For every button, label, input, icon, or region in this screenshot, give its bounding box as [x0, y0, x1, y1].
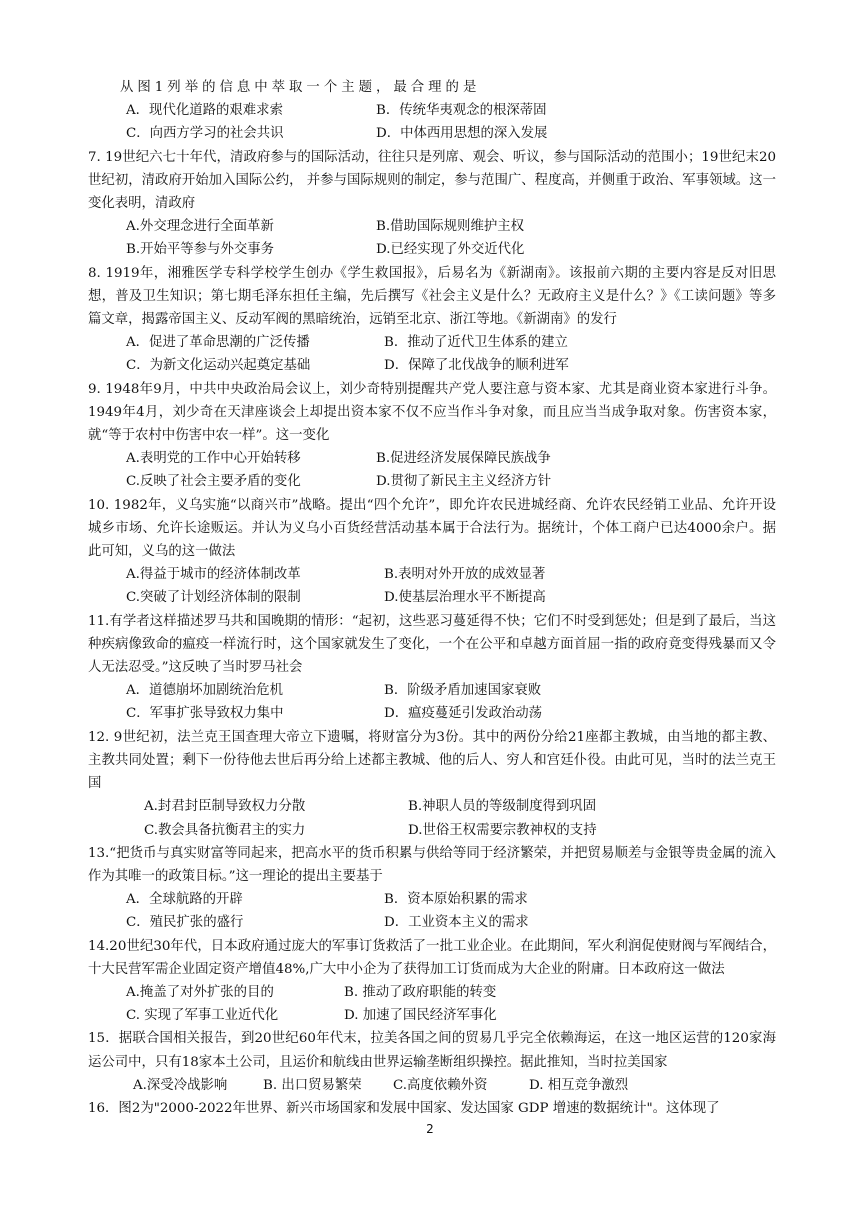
option-d: D．中体西用思想的深入发展 [376, 126, 548, 142]
option-c: C.突破了计划经济体制的限制 [126, 590, 301, 606]
options [88, 447, 776, 493]
question-stem: 从图1列举的信息中萃取一个主题，最合理的是 [120, 80, 481, 95]
options [88, 1074, 776, 1097]
option-c: C．为新文化运动兴起奠定基础 [126, 358, 311, 374]
option-a: A.外交理念进行全面革新 [126, 219, 274, 235]
question-12 [88, 726, 776, 842]
option-c: C.教会具备抗衡君主的实力 [144, 822, 306, 838]
option-c: C．向西方学习的社会共识 [126, 126, 284, 142]
option-c: C.反映了社会主要矛盾的变化 [126, 474, 301, 490]
question-stem: 10. 1982年，义乌实施“以商兴市”战略。提出“四个允许”，即允许农民进城经商、允许农民经销工业品、允许开设城乡市场、允许长途贩运。并认为义乌小百货经营活动基本属于合法行为。据统计，个体工商户已达4000余户。据此可知，义乌的这一做法 [88, 497, 776, 560]
options [88, 981, 776, 1027]
option-a: A.封君封臣制导致权力分散 [144, 799, 306, 815]
option-a: A．道德崩坏加剧统治危机 [126, 683, 283, 699]
option-c: C. 实现了军事工业近代化 [126, 1008, 279, 1024]
question-13 [88, 842, 776, 935]
option-d: D．保障了北伐战争的顺利进军 [384, 358, 569, 374]
options [88, 331, 776, 377]
page-content [88, 76, 776, 1120]
option-c: C.高度依赖外资 [393, 1077, 488, 1093]
option-b: B．阶级矛盾加速国家衰败 [384, 683, 542, 699]
option-d: D.贯彻了新民主主义经济方针 [376, 474, 552, 490]
question-stem: 7. 19世纪六七十年代，清政府参与的国际活动，往往只是列席、观会、听议，参与国际活动的范围小；19世纪末20世纪初，清政府开始加入国际公约， 并参与国际规则的制定，参与范围广、程度高，并侧重于政治、军事领域。这一变化表明，清政府 [88, 149, 776, 212]
option-c: C．军事扩张导致权力集中 [126, 706, 284, 722]
question-stem: 16．图2为"2000-2022年世界、新兴市场国家和发展中国家、发达国家 GDP 增速的数据统计"。这体现了 [88, 1100, 720, 1116]
question-10 [88, 494, 776, 610]
question-11 [88, 610, 776, 726]
option-a: A.深受冷战影响 [133, 1077, 228, 1093]
option-c: B.开始平等参与外交事务 [126, 242, 275, 258]
question-15 [88, 1027, 776, 1097]
options [88, 563, 776, 609]
option-b: B. 出口贸易繁荣 [263, 1077, 362, 1093]
question-stem: 11.有学者这样描述罗马共和国晚期的情形：“起初，这些恶习蔓延得不快；它们不时受到惩处；但是到了最后，当这种疾病像致命的瘟疫一样流行时，这个国家就发生了变化，一个在公平和卓越方面首屈一指的政府竟变得残暴而又令人无法忍受。”这反映了当时罗马社会 [88, 613, 776, 676]
options [88, 215, 776, 261]
question-stem: 14.20世纪30年代，日本政府通过庞大的军事订货救活了一批工业企业。在此期间，军火利润促使财阀与军阀结合，十大民营军需企业固定资产增值48%,广大中小企为了获得加工订货而成为大企业的附庸。日本政府这一做法 [88, 938, 776, 977]
option-a: A.表明党的工作中心开始转移 [126, 451, 301, 467]
option-b: B．推动了近代卫生体系的建立 [384, 335, 568, 351]
option-a: A．全球航路的开辟 [126, 892, 243, 908]
options [88, 795, 776, 841]
option-d: D．工业资本主义的需求 [384, 915, 529, 931]
option-b: B.促进经济发展保障民族战争 [376, 451, 551, 467]
question-9 [88, 378, 776, 494]
option-d: D.世俗王权需要宗教神权的支持 [408, 822, 597, 838]
question-stem: 8. 1919年，湘雅医学专科学校学生创办《学生救国报》，后易名为《新湖南》。该报前六期的主要内容是反对旧思想，普及卫生知识；第七期毛泽东担任主编，先后撰写《社会主义是什么？无政府主义是什么？》《工读问题》等多篇文章，揭露帝国主义、反动军阀的黑暗统治，远销至北京、浙江等地。《新湖南》的发行 [88, 265, 776, 328]
question-stem: 9. 1948年9月，中共中央政治局会议上，刘少奇特别提醒共产党人要注意与资本家、尤其是商业资本家进行斗争。1949年4月，刘少奇在天津座谈会上却提出资本家不仅不应当作斗争对象，而且应当当成争取对象。伤害资本家，就“等于农村中伤害中农一样”。这一变化 [88, 381, 776, 444]
option-d: D. 加速了国民经济军事化 [344, 1008, 497, 1024]
options [88, 679, 776, 725]
option-d: D. 相互竞争激烈 [529, 1077, 629, 1093]
option-b: B．资本原始积累的需求 [384, 892, 528, 908]
option-d: D．瘟疫蔓延引发政治动荡 [384, 706, 543, 722]
option-a: A．现代化道路的艰难求索 [126, 103, 283, 119]
option-b: B.表明对外开放的成效显著 [384, 567, 546, 583]
question-16 [88, 1097, 776, 1120]
question-stem: 15．据联合国相关报告，到20世纪60年代末，拉美各国之间的贸易几乎完全依赖海运，在这一地区运营的120家海运公司中，只有18家本土公司，且运价和航线由世界运输垄断组织操控。据此推知，当时拉美国家 [88, 1031, 776, 1070]
option-b: B.神职人员的等级制度得到巩固 [408, 799, 597, 815]
question-8 [88, 262, 776, 378]
option-d: D.已经实现了外交近代化 [376, 242, 525, 258]
question-7 [88, 146, 776, 262]
option-d: D.使基层治理水平不断提高 [384, 590, 546, 606]
options [88, 888, 776, 934]
question-14 [88, 935, 776, 1028]
question-stem: 13.“把货币与真实财富等同起来，把高水平的货币积累与供给等同于经济繁荣，并把贸易顺差与金银等贵金属的流入作为其唯一的政策目标。”这一理论的提出主要基于 [88, 845, 776, 884]
page-number: 2 [426, 1122, 434, 1136]
option-b: B.借助国际规则维护主权 [376, 219, 525, 235]
question-stem: 12. 9世纪初，法兰克王国查理大帝立下遗嘱，将财富分为3份。其中的两份分给21座都主教城，由当地的都主教、主教共同处置；剩下一份待他去世后再分给上述都主教城、他的后人、穷人和宫廷仆役。由此可见，当时的法兰克王国 [88, 729, 776, 792]
option-b: B. 推动了政府职能的转变 [344, 984, 497, 1000]
options [88, 99, 776, 145]
option-a: A.得益于城市的经济体制改革 [126, 567, 301, 583]
option-c: C．殖民扩张的盛行 [126, 915, 244, 931]
option-a: A．促进了革命思潮的广泛传播 [126, 335, 310, 351]
intro-question [88, 76, 776, 146]
option-a: A.掩盖了对外扩张的目的 [126, 984, 274, 1000]
option-b: B．传统华夷观念的根深蒂固 [376, 103, 547, 119]
